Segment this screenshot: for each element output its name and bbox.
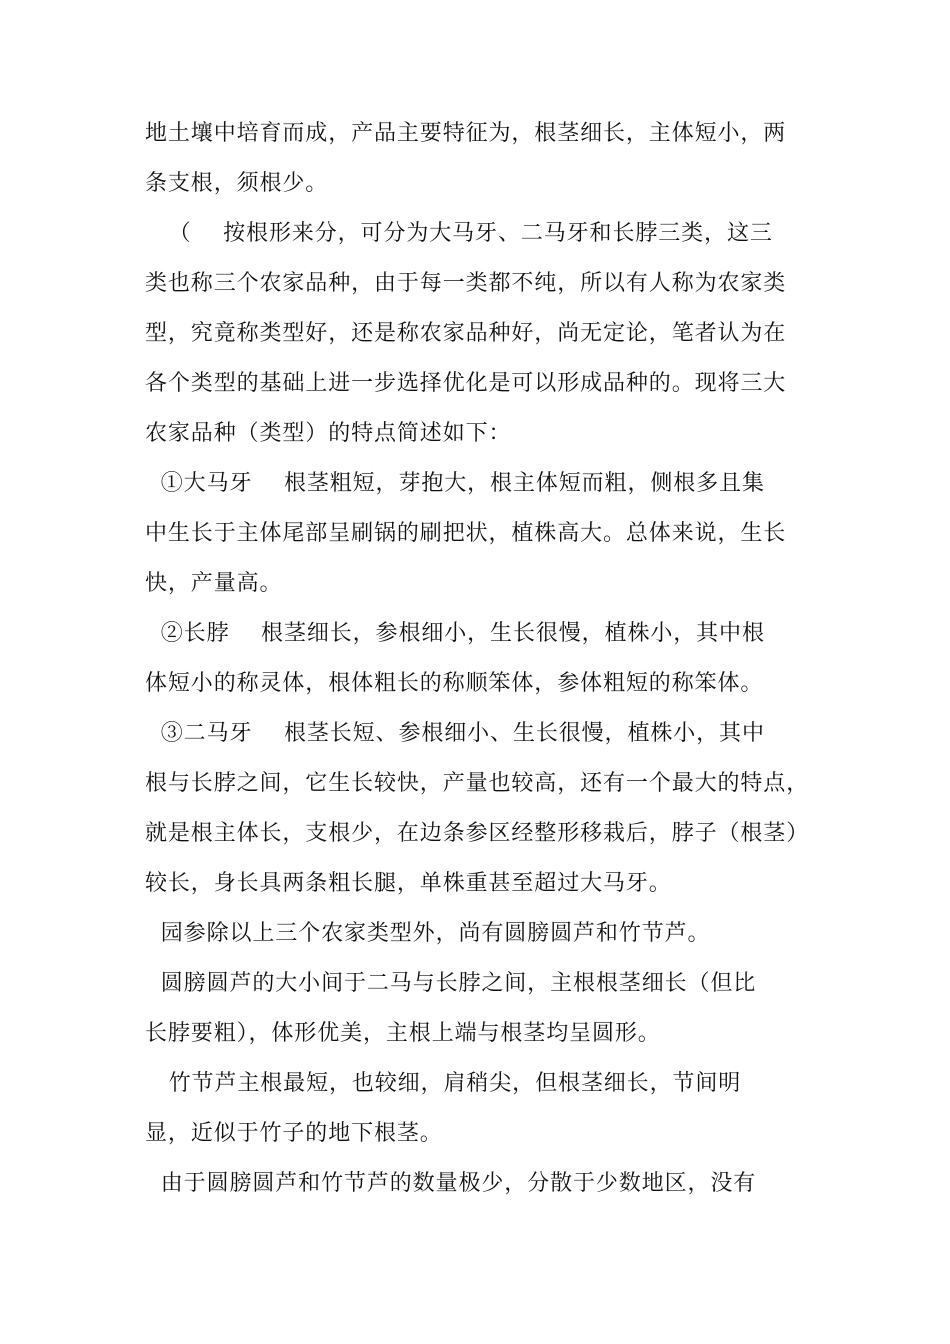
text-line: 类也称三个农家品种，由于每一类都不纯，所以有人称为农家类 bbox=[145, 271, 787, 296]
text-line: 快，产量高。 bbox=[145, 571, 283, 596]
text-line: 竹节芦主根最短，也较细，肩稍尖，但根茎细长，节间明 bbox=[145, 1071, 742, 1096]
text-line: 中生长于主体尾部呈刷锅的刷把状，植株高大。总体来说，生长 bbox=[145, 521, 787, 546]
text-line: 显，近似于竹子的地下根茎。 bbox=[145, 1121, 443, 1146]
text-line: 长脖要粗），体形优美，主根上端与根茎均呈圆形。 bbox=[145, 1021, 661, 1046]
text-line: 根与长脖之间，它生长较快，产量也较高，还有一个最大的特点， bbox=[145, 771, 810, 796]
text-line: （ 按根形来分，可分为大马牙、二马牙和长脖三类，这三 bbox=[145, 221, 773, 246]
text-line: 园参除以上三个农家类型外，尚有圆膀圆芦和竹节芦。 bbox=[145, 921, 711, 946]
text-line: 体短小的称灵体，根体粗长的称顺笨体，参体粗短的称笨体。 bbox=[145, 671, 764, 696]
text-line: ③二马牙 根茎长短、参根细小、生长很慢，植株小，其中 bbox=[145, 721, 765, 746]
text-line: ①大马牙 根茎粗短，芽抱大，根主体短而粗，侧根多且集 bbox=[145, 471, 765, 496]
text-line: 条支根，须根少。 bbox=[145, 171, 329, 196]
text-line: 较长，身长具两条粗长腿，单株重甚至超过大马牙。 bbox=[145, 871, 672, 896]
text-line: 地土壤中培育而成，产品主要特征为，根茎细长，主体短小，两 bbox=[145, 121, 787, 146]
text-line: 型，究竟称类型好，还是称农家品种好，尚无定论，笔者认为在 bbox=[145, 321, 787, 346]
text-line: 各个类型的基础上进一步选择优化是可以形成品种的。现将三大 bbox=[145, 371, 787, 396]
text-line: 圆膀圆芦的大小间于二马与长脖之间，主根根茎细长（但比 bbox=[145, 971, 757, 996]
text-line: ②长脖 根茎细长，参根细小，生长很慢，植株小，其中根 bbox=[145, 621, 765, 646]
text-line: 就是根主体长，支根少，在边条参区经整形移栽后，脖子（根茎） bbox=[145, 821, 810, 846]
text-line: 由于圆膀圆芦和竹节芦的数量极少，分散于少数地区，没有 bbox=[145, 1171, 757, 1196]
text-line: 农家品种（类型）的特点简述如下： bbox=[145, 421, 512, 446]
